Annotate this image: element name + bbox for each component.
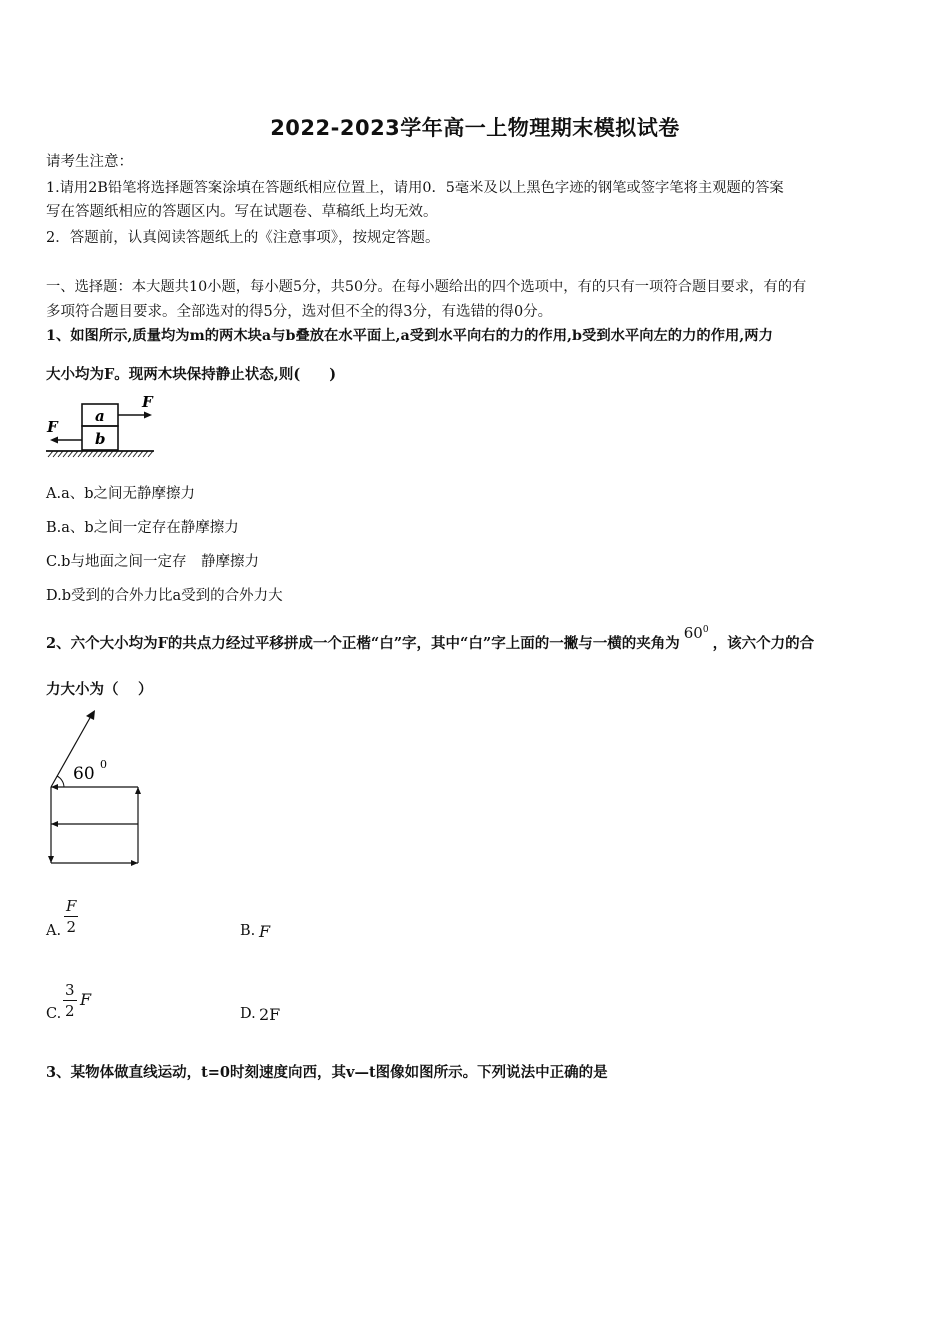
fraction-numerator: F [66, 897, 77, 915]
question-2-option-d-value: 2F [259, 1005, 281, 1024]
question-2-stem-text: 2、六个大小均为F的共点力经过平移拼成一个正楷“白”字，其中“白”字上面的一撇与一横的夹角为 [46, 635, 680, 652]
section-1-line-2: 多项符合题目要求。全部选对的得5分，选对但不全的得3分，有选错的得0分。 [46, 304, 553, 320]
force-right-arrowhead [144, 412, 152, 419]
question-2-option-c-prefix: C. [46, 1006, 62, 1022]
question-2-option-a-fraction [64, 896, 78, 937]
question-2-option-d-prefix: D. [240, 1006, 256, 1022]
force-left-arrowhead [50, 437, 58, 444]
vector-left-arrowhead [48, 856, 54, 863]
angle-label-sup: 0 [100, 758, 107, 771]
question-2-option-c-fraction [63, 980, 77, 1021]
question-1-stem-line-1: 1、如图所示,质量均为m的两木块a与b叠放在水平面上,a受到水平向右的力的作用,b受到水平向左的力的作用,两力 [46, 328, 773, 344]
force-left-label: F [47, 418, 58, 436]
angle-label: 60 [73, 764, 95, 784]
angle-arc [57, 776, 64, 787]
question-2-angle: $60^0$ [683, 624, 709, 642]
question-1-figure-blocks [40, 390, 170, 464]
notice-line-2: 2．答题前，认真阅读答题纸上的《注意事项》，按规定答题。 [46, 230, 440, 246]
fraction-denominator: 2 [65, 1002, 75, 1020]
vector-right-arrowhead [135, 787, 141, 794]
page-title: 2022-2023学年高一上物理期末模拟试卷 [270, 116, 680, 140]
vector-middle-arrowhead [51, 821, 58, 827]
question-1-option-a: A.a、b之间无静摩擦力 [46, 486, 196, 502]
notice-line-1b: 写在答题纸相应的答题区内。写在试题卷、草稿纸上均无效。 [46, 204, 438, 220]
vector-bottom-arrowhead [131, 860, 138, 866]
section-1-line-1: 一、选择题：本大题共10小题，每小题5分，共50分。在每小题给出的四个选项中，有的只有一项符合题目要求，有的有 [46, 279, 807, 295]
question-2-figure-vectors [40, 700, 160, 870]
notice-heading: 请考生注意： [46, 154, 133, 170]
question-1-option-d: D.b受到的合外力比a受到的合外力大 [46, 588, 283, 604]
block-a-label: a [95, 407, 105, 425]
vector-slant-arrowhead [86, 710, 95, 720]
force-right-label: F [142, 393, 153, 411]
question-1-stem-line-2: 大小均为F。现两木块保持静止状态,则( ) [46, 366, 337, 383]
block-b-label: b [95, 430, 106, 448]
fraction-numerator: 3 [65, 981, 75, 999]
question-2-stem-line-1 [46, 624, 815, 654]
question-2-stem-line-2: 力大小为（ ） [46, 681, 153, 698]
question-3-stem-line-1: 3、某物体做直线运动，t=0时刻速度向西，其v—t图像如图所示。下列说法中正确的是 [46, 1064, 608, 1081]
question-2-option-b-value: F [259, 922, 271, 941]
question-1-option-b: B.a、b之间一定存在静摩擦力 [46, 520, 239, 536]
notice-line-1: 1.请用2B铅笔将选择题答案涂填在答题纸相应位置上，请用0．5毫米及以上黑色字迹的钢笔或签字笔将主观题的答案 [46, 180, 784, 196]
question-2-stem-end: ，该六个力的合 [712, 635, 815, 652]
question-1-option-c: C.b与地面之间一定存 静摩擦力 [46, 554, 259, 570]
question-2-option-c-tail: F [80, 990, 92, 1009]
question-2-option-a-prefix: A. [46, 923, 62, 939]
question-2-option-b-prefix: B. [240, 923, 256, 939]
fraction-denominator: 2 [66, 918, 76, 936]
